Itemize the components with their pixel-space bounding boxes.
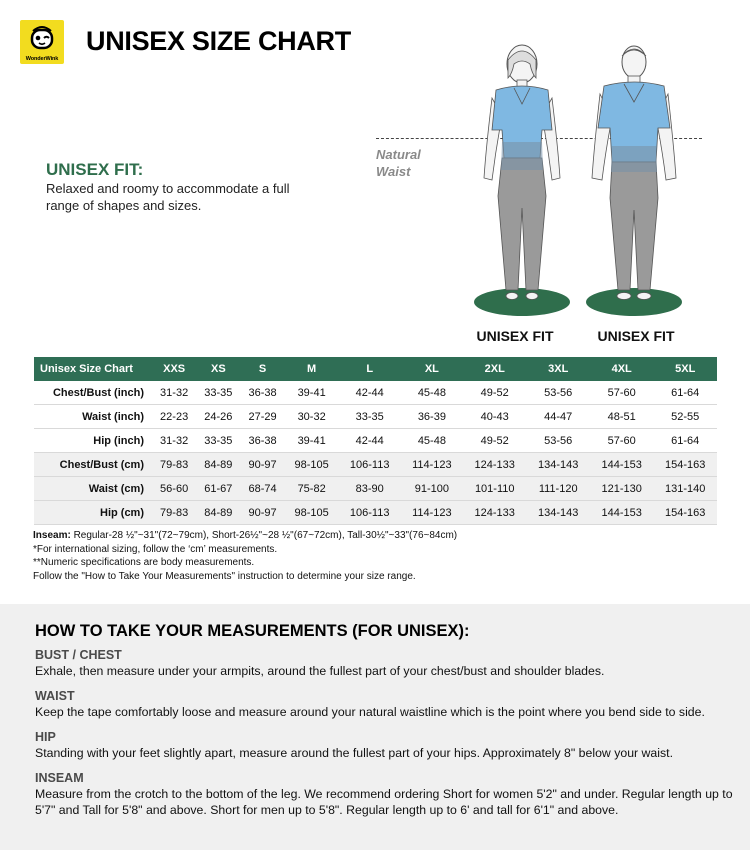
table-cell: 106-113 bbox=[339, 453, 401, 477]
table-row bbox=[34, 477, 717, 501]
table-cell: 42-44 bbox=[339, 429, 401, 453]
size-header: 5XL bbox=[653, 357, 717, 381]
table-cell: 134-143 bbox=[526, 501, 589, 525]
table-cell: 144-153 bbox=[590, 501, 653, 525]
natural-waist-label: Natural Waist bbox=[376, 147, 421, 179]
table-cell: 98-105 bbox=[285, 501, 339, 525]
brand-logo bbox=[20, 20, 64, 64]
table-cell: 91-100 bbox=[401, 477, 463, 501]
table-cell: 36-38 bbox=[240, 429, 284, 453]
table-row bbox=[34, 501, 717, 525]
size-header: L bbox=[339, 357, 401, 381]
table-cell: 24-26 bbox=[196, 405, 240, 429]
table-cell: 154-163 bbox=[653, 453, 717, 477]
row-label: Waist (inch) bbox=[34, 405, 152, 429]
table-cell: 57-60 bbox=[590, 429, 653, 453]
table-row bbox=[34, 453, 717, 477]
table-cell: 33-35 bbox=[339, 405, 401, 429]
table-cell: 61-67 bbox=[196, 477, 240, 501]
table-cell: 144-153 bbox=[590, 453, 653, 477]
hip-text: Standing with your feet slightly apart, measure around the fullest part of your hips. Approximately 8" below your waist. bbox=[35, 746, 673, 760]
table-cell: 68-74 bbox=[240, 477, 284, 501]
table-cell: 75-82 bbox=[285, 477, 339, 501]
table-cell: 61-64 bbox=[653, 381, 717, 405]
table-cell: 27-29 bbox=[240, 405, 284, 429]
size-header: XS bbox=[196, 357, 240, 381]
size-header: 4XL bbox=[590, 357, 653, 381]
table-cell: 36-38 bbox=[240, 381, 284, 405]
female-figure-icon bbox=[472, 38, 572, 323]
follow-instructions-note: Follow the "How to Take Your Measurements" instruction to determine your size range. bbox=[33, 570, 416, 582]
table-cell: 114-123 bbox=[401, 501, 463, 525]
table-cell: 134-143 bbox=[526, 453, 589, 477]
size-header: 3XL bbox=[526, 357, 589, 381]
table-cell: 131-140 bbox=[653, 477, 717, 501]
figure-label-female: UNISEX FIT bbox=[476, 328, 554, 344]
page-title: UNISEX SIZE CHART bbox=[86, 26, 351, 56]
table-cell: 45-48 bbox=[401, 429, 463, 453]
bust-chest-text: Exhale, then measure under your armpits, around the fullest part of your chest/bust and shoulder blades. bbox=[35, 664, 605, 678]
table-cell: 36-39 bbox=[401, 405, 463, 429]
waist-text: Keep the tape comfortably loose and measure around your natural waistline which is the point where you bend side to side. bbox=[35, 705, 705, 719]
table-cell: 56-60 bbox=[152, 477, 196, 501]
table-cell: 121-130 bbox=[590, 477, 653, 501]
how-to-measure-panel bbox=[0, 604, 750, 850]
table-body bbox=[34, 381, 717, 525]
table-row bbox=[34, 429, 717, 453]
table-cell: 52-55 bbox=[653, 405, 717, 429]
figure-label-male: UNISEX FIT bbox=[597, 328, 675, 344]
table-cell: 48-51 bbox=[590, 405, 653, 429]
table-cell: 33-35 bbox=[196, 429, 240, 453]
table-cell: 111-120 bbox=[526, 477, 589, 501]
size-header: M bbox=[285, 357, 339, 381]
table-cell: 30-32 bbox=[285, 405, 339, 429]
table-cell: 90-97 bbox=[240, 453, 284, 477]
table-cell: 22-23 bbox=[152, 405, 196, 429]
numeric-spec-note: **Numeric specifications are body measurements. bbox=[33, 557, 255, 568]
size-header: S bbox=[240, 357, 284, 381]
table-cell: 39-41 bbox=[285, 429, 339, 453]
table-corner-header: Unisex Size Chart bbox=[34, 357, 152, 381]
row-label: Chest/Bust (inch) bbox=[34, 381, 152, 405]
table-row bbox=[34, 405, 717, 429]
bust-chest-label: BUST / CHEST bbox=[35, 648, 122, 662]
table-cell: 114-123 bbox=[401, 453, 463, 477]
fit-heading: UNISEX FIT: bbox=[46, 160, 144, 179]
brand-name: WonderWink bbox=[25, 56, 59, 62]
hip-label: HIP bbox=[35, 730, 56, 744]
table-cell: 124-133 bbox=[463, 501, 526, 525]
table-cell: 84-89 bbox=[196, 453, 240, 477]
table-cell: 98-105 bbox=[285, 453, 339, 477]
table-cell: 57-60 bbox=[590, 381, 653, 405]
table-cell: 90-97 bbox=[240, 501, 284, 525]
size-header: XXS bbox=[152, 357, 196, 381]
table-cell: 53-56 bbox=[526, 381, 589, 405]
table-row bbox=[34, 381, 717, 405]
table-cell: 40-43 bbox=[463, 405, 526, 429]
table-cell: 31-32 bbox=[152, 429, 196, 453]
inseam-text: Measure from the crotch to the bottom of the leg. We recommend ordering Short for women 5'2" and under. Regular length up to 5'7" and Tall for 5'8" and above. Short for men up to 5'8". Regular length up to 6' and tall for 6'1" and above. bbox=[35, 787, 733, 817]
table-cell: 101-110 bbox=[463, 477, 526, 501]
table-cell: 42-44 bbox=[339, 381, 401, 405]
inseam-label: INSEAM bbox=[35, 771, 84, 785]
row-label: Chest/Bust (cm) bbox=[34, 453, 152, 477]
table-cell: 49-52 bbox=[463, 381, 526, 405]
table-cell: 61-64 bbox=[653, 429, 717, 453]
table-cell: 39-41 bbox=[285, 381, 339, 405]
size-header: XL bbox=[401, 357, 463, 381]
table-cell: 124-133 bbox=[463, 453, 526, 477]
waist-label: WAIST bbox=[35, 689, 75, 703]
table-cell: 79-83 bbox=[152, 501, 196, 525]
fit-description: Relaxed and roomy to accommodate a full range of shapes and sizes. bbox=[46, 181, 290, 213]
table-cell: 106-113 bbox=[339, 501, 401, 525]
table-cell: 53-56 bbox=[526, 429, 589, 453]
row-label: Waist (cm) bbox=[34, 477, 152, 501]
table-cell: 84-89 bbox=[196, 501, 240, 525]
table-cell: 31-32 bbox=[152, 381, 196, 405]
table-cell: 33-35 bbox=[196, 381, 240, 405]
row-label: Hip (cm) bbox=[34, 501, 152, 525]
male-figure-icon bbox=[584, 38, 684, 323]
table-cell: 154-163 bbox=[653, 501, 717, 525]
international-note: *For international sizing, follow the ‘cm’ measurements. bbox=[33, 543, 278, 555]
table-cell: 44-47 bbox=[526, 405, 589, 429]
row-label: Hip (inch) bbox=[34, 429, 152, 453]
size-header: 2XL bbox=[463, 357, 526, 381]
table-cell: 45-48 bbox=[401, 381, 463, 405]
how-to-measure-title: HOW TO TAKE YOUR MEASUREMENTS (FOR UNISEX): bbox=[35, 622, 470, 640]
table-header-row bbox=[34, 357, 717, 381]
size-notes bbox=[33, 529, 457, 583]
wink-face-icon bbox=[28, 23, 56, 51]
size-chart-table bbox=[34, 357, 717, 525]
table-cell: 49-52 bbox=[463, 429, 526, 453]
inseam-note: Inseam: Regular-28 ½"~31"(72~79cm), Short-26½"~28 ½"(67~72cm), Tall-30½"~33"(76~84cm) bbox=[33, 530, 458, 541]
table-cell: 83-90 bbox=[339, 477, 401, 501]
table-cell: 79-83 bbox=[152, 453, 196, 477]
